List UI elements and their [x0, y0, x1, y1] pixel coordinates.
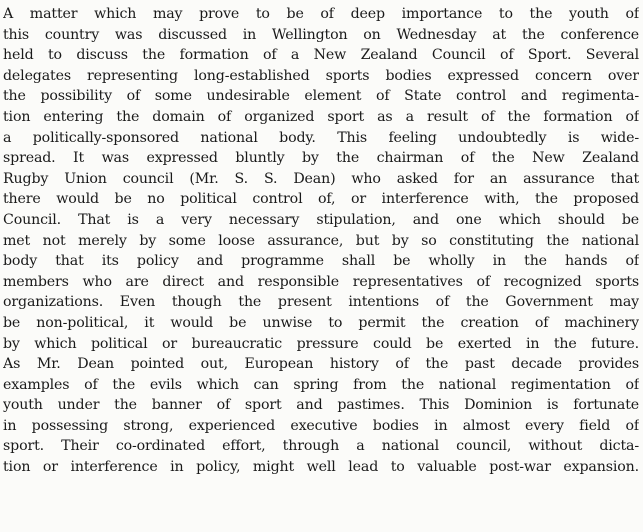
- text-line-9: Rugby Union council (Mr. S. S. Dean) who asked for an assurance that: [3, 170, 639, 187]
- text-line-10: there would be no political control of, or interference with, the proposed: [3, 191, 639, 208]
- text-line-1: A matter which may prove to be of deep importance to the youth of: [3, 6, 639, 22]
- text-line-3: held to discuss the formation of a New Zealand Council of Sport. Several: [3, 47, 639, 64]
- text-line-6: tion entering the domain of organized sport as a result of the formation of: [3, 108, 639, 125]
- text-line-16: be non-political, it would be unwise to permit the creation of machinery: [3, 314, 639, 331]
- text-line-8: spread. It was expressed bluntly by the chairman of the New Zealand: [3, 150, 639, 167]
- text-line-21: in possessing strong, experienced executive bodies in almost every field of: [3, 417, 639, 434]
- text-line-17: by which political or bureaucratic pressure could be exerted in the future.: [3, 335, 639, 352]
- text-line-23: tion or interference in policy, might well lead to valuable post-war expansion.: [3, 459, 639, 476]
- text-line-13: body that its policy and programme shall be wholly in the hands of: [3, 253, 639, 270]
- text-line-12: met not merely by some loose assurance, but by so constituting the national: [3, 232, 639, 249]
- text-line-19: examples of the evils which can spring from the national regimentation of: [3, 376, 639, 393]
- text-line-7: a politically-sponsored national body. This feeling undoubtedly is wide-: [3, 129, 639, 146]
- text-line-4: delegates representing long-established sports bodies expressed concern over: [3, 67, 639, 84]
- editorial-paragraph: [3, 4, 639, 478]
- text-line-15: organizations. Even though the present intentions of the Government may: [3, 294, 639, 311]
- text-line-11: Council. That is a very necessary stipulation, and one which should be: [3, 211, 639, 228]
- text-line-2: this country was discussed in Wellington on Wednesday at the conference: [3, 26, 639, 43]
- text-line-20: youth under the banner of sport and pastimes. This Dominion is fortunate: [3, 397, 639, 414]
- text-line-14: members who are direct and responsible representatives of recognized sports: [3, 273, 639, 290]
- text-line-18: As Mr. Dean pointed out, European history of the past decade provides: [3, 356, 639, 373]
- text-line-5: the possibility of some undesirable element of State control and regimenta-: [3, 88, 639, 105]
- text-line-22: sport. Their co-ordinated effort, through a national council, without dicta-: [3, 438, 639, 455]
